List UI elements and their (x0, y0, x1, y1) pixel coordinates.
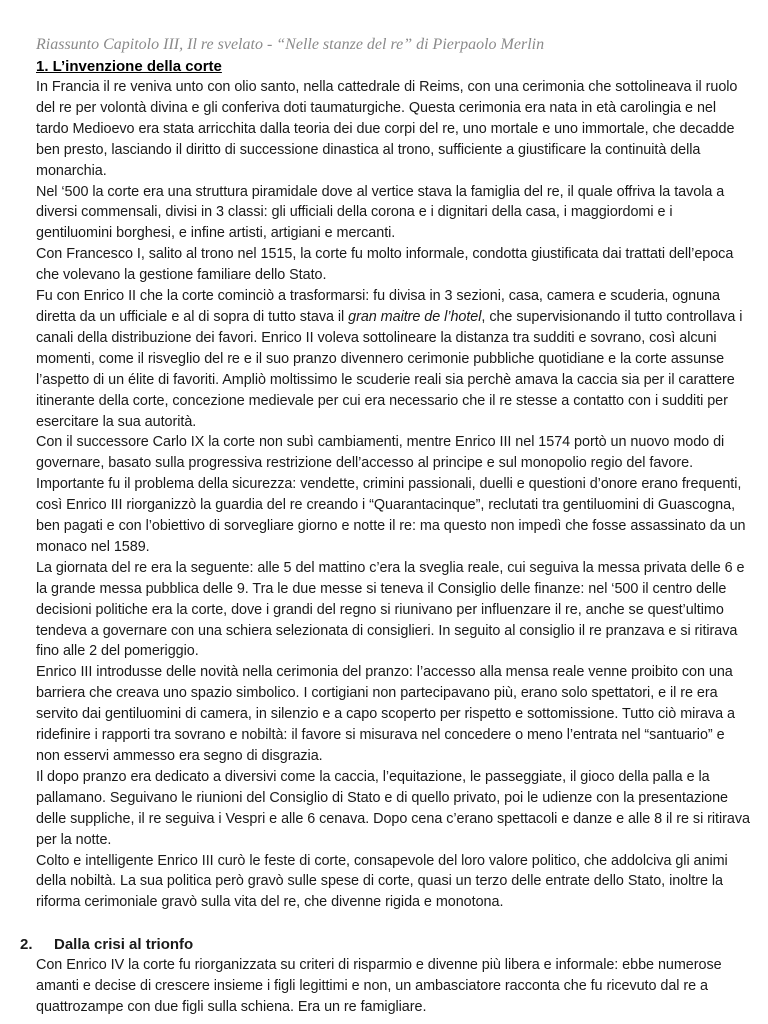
paragraph: Nel ‘500 la corte era una struttura piramidale dove al vertice stava la famiglia del re, il quale offriva la tavola a diversi commensali, divisi in 3 classi: gli ufficiali della corona e i dignitari della casa, i maggiordomi e i gentiluomini borghesi, e infine artisti, artigiani e mercanti. (36, 183, 725, 242)
italic-term: gran maitre de l’hotel (348, 308, 482, 325)
paragraph: Enrico III introdusse delle novità nella cerimonia del pranzo: l’accesso alla mensa reale venne proibito con una barriera che creava uno spazio simbolico. I cortigiani non partecipavano più, erano solo spettatori, e il re era servito dai gentiluomini di camera, in silenzio e a capo scoperto per rispetto e sottomissione. Tutto ciò mirava a ridefinire i rapporti tra sovrano e nobiltà: il favore si misurava nel concedere o meno l’entrata nel “santuario” e non esservi ammesso era segno di disgrazia. (36, 664, 735, 764)
section-2-heading (20, 935, 750, 955)
paragraph: Colto e intelligente Enrico III curò le feste di corte, consapevole del loro valore politico, che addolciva gli animi della nobiltà. La sua politica però gravò sulle spese di corte, quasi un terzo delle entrate dello Stato, inoltre la riforma cerimoniale gravò sulla vita del re, che divenne rigida e monotona. (36, 852, 728, 911)
paragraph: Con Enrico IV la corte fu riorganizzata su criteri di risparmio e divenne più libera e informale: ebbe numerose amanti e decise di crescere insieme i figli legittimi e non, un ambasciatore racconta che fu ricevuto dal re a quattrozampe con due figli sulla schiena. Era un re famigliare. (36, 957, 722, 1016)
document-header: Riassunto Capitolo III, Il re svelato - “Nelle stanze del re” di Pierpaolo Merlin (36, 36, 545, 53)
paragraph-text: Fu con Enrico II che la corte cominciò a trasformarsi: fu divisa in 3 sezioni, casa, camera e scuderia, ognuna diretta da un ufficiale e al di sopra di tutto stava il (36, 288, 720, 325)
paragraph (36, 286, 750, 432)
paragraph: Con Francesco I, salito al trono nel 1515, la corte fu molto informale, condotta giustificata dai trattati dell’epoca che volevano la gestione familiare dello Stato. (36, 246, 734, 284)
section-number: 2. (20, 936, 33, 954)
section-1-heading: 1. L’invenzione della corte (36, 58, 222, 75)
paragraph: Con il successore Carlo IX la corte non subì cambiamenti, mentre Enrico III nel 1574 portò un nuovo modo di governare, basato sulla progressiva restrizione dell’accesso al principe e sul monopolio regio del favore. (36, 434, 725, 472)
paragraph: Importante fu il problema della sicurezza: vendette, crimini passionali, duelli e questioni d’onore erano frequenti, così Enrico III riorganizzò la guardia del re creando i “Quarantacinque”, reclutati tra gentiluomini di Guascogna, ben pagati e con l’obiettivo di sorvegliare giorno e notte il re: ma questo non impedì che fosse assassinato da un monaco nel 1589. (36, 476, 746, 555)
paragraph: La giornata del re era la seguente: alle 5 del mattino c’era la sveglia reale, cui seguiva la messa privata delle 6 e la grande messa pubblica delle 9. Tra le due messe si teneva il Consiglio delle finanze: nel ‘500 il centro delle decisioni politiche era la corte, dove i grandi del regno si riunivano per influenzare il re, anche se quest’ultimo tendeva a governare con una schiera selezionata di consiglieri. In seguito al consiglio il re pranzava e si ritirava fino alle 2 del pomeriggio. (36, 559, 745, 660)
paragraph: Il dopo pranzo era dedicato a diversivi come la caccia, l’equitazione, le passeggiate, il gioco della palla e la pallamano. Seguivano le riunioni del Consiglio di Stato e di quello privato, poi le udienze con la presentazione delle suppliche, il re seguiva i Vespri e alle 6 cenava. Dopo cena c’erano spettacoli e danze e alle 8 il re si ritirava per la notte. (36, 768, 750, 848)
section-title: Dalla crisi al trionfo (54, 936, 194, 954)
paragraph: In Francia il re veniva unto con olio santo, nella cattedrale di Reims, con una cerimonia che sottolineava il ruolo del re per volontà divina e gli conferiva doti taumaturgiche. Questa cerimonia era nata in età carolingia e nel tardo Medioevo era stata arricchita dalla teoria dei due corpi del re, uno mortale e uno immortale, che decadde ben presto, lasciando il diritto di successione dinastica al trono, sufficiente a giustificare la continuità della monarchia. (36, 79, 738, 179)
paragraph-text: , che supervisionando il tutto controllava i canali della distribuzione dei favori. Enrico II voleva sottolineare la distanza tra sudditi e sovrano, così alcuni momenti, come il risveglio del re e il suo pranzo divennero cerimonie pubbliche quotidiane e la corte assunse l’aspetto di un élite di favoriti. Ampliò moltissimo le scuderie reali sia perchè amava la caccia sia per il carattere itinerante della corte, concezione medievale per cui era necessario che il re stesse a contatto con i sudditi per esercitare la sua autorità. (36, 308, 743, 430)
